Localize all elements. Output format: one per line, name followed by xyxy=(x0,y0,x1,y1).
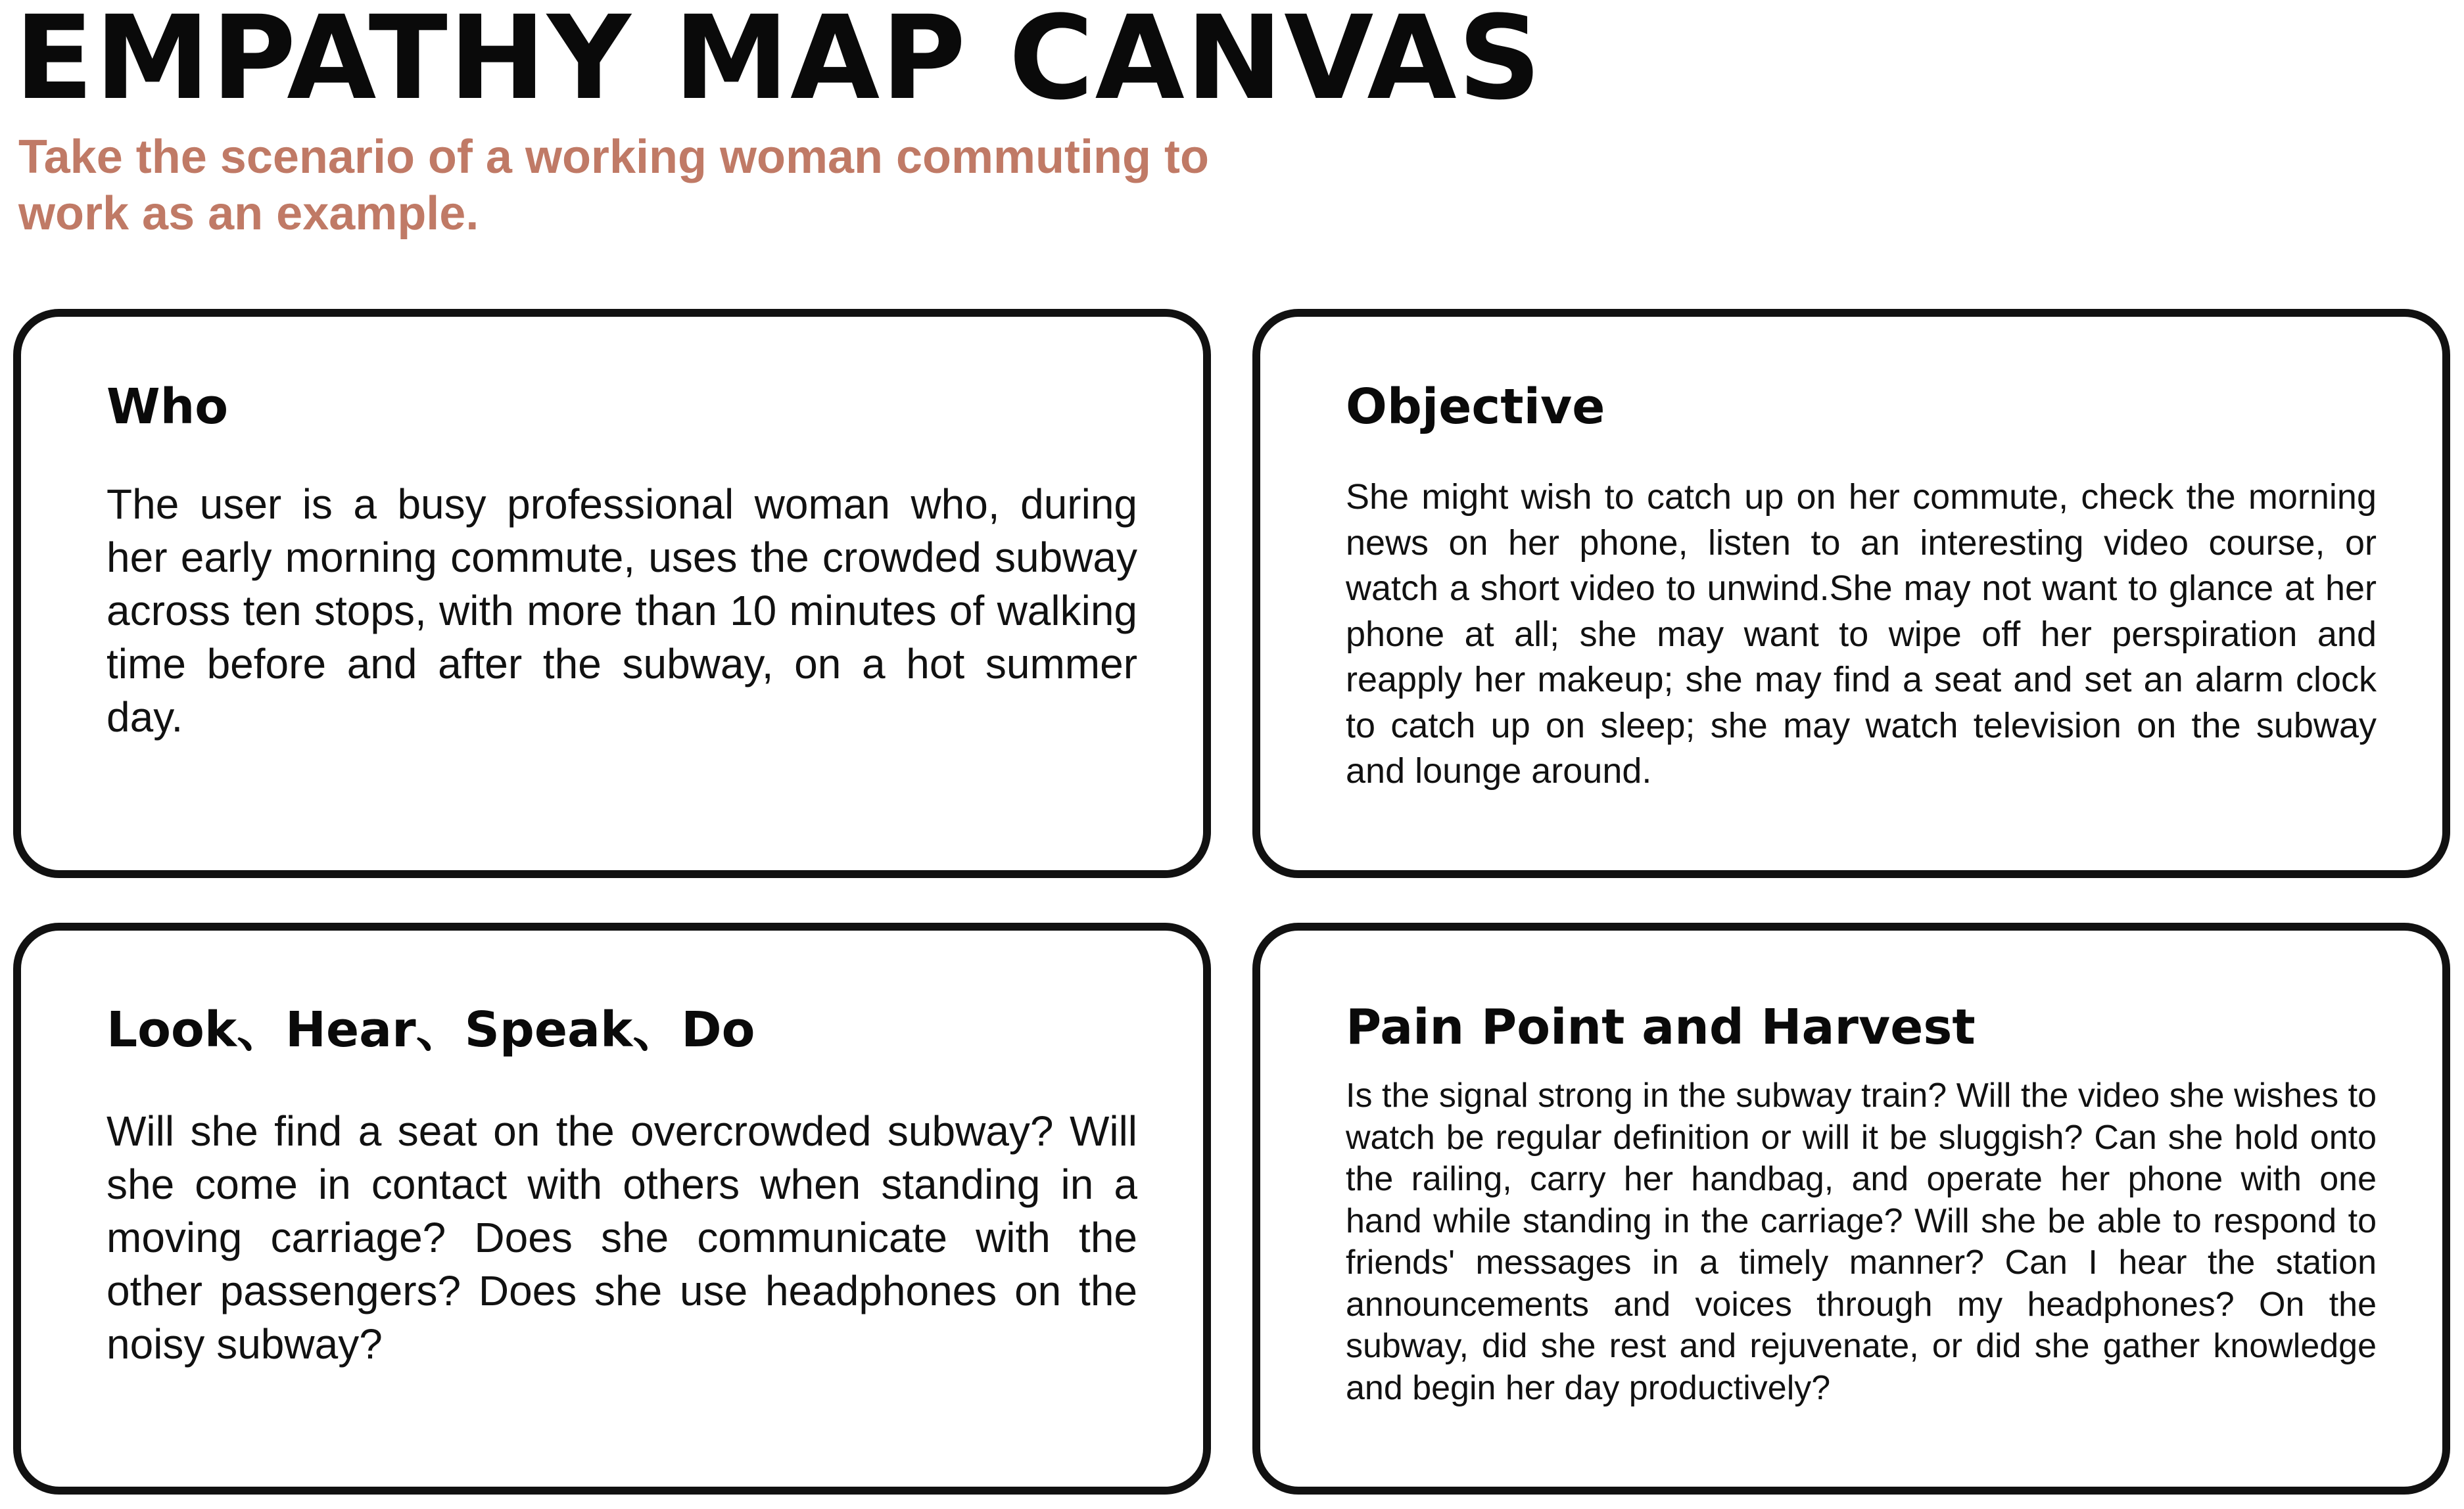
objective-card-body: She might wish to catch up on her commute, check the morning news on her phone, listen to an interesting video course, or watch a short video to unwind.She may not want to glance at her phone at all; she may want to wipe off her perspiration and reapply her makeup; she may find a seat and set an alarm clock to catch up on sleep; she may watch television on the subway and lounge around. xyxy=(1346,477,2377,791)
pain-point-card xyxy=(1252,923,2450,1495)
pain-point-card-body: Is the signal strong in the subway train? Will the video she wishes to watch be regular definition or will it be sluggish? Can she hold onto the railing, carry her handbag, and operate her phone with one hand while standing in the carriage? Will she be able to respond to friends' messages in a timely manner? Can I hear the station announcements and voices through my headphones? On the subway, did she rest and rejuvenate, or did she gather knowledge and begin her day productively? xyxy=(1346,1077,2377,1407)
who-card-body: The user is a busy professional woman who, during her early morning commute, uses the crowded subway across ten stops, with more than 10 minutes of walking time before and after the subway, on a hot summer day. xyxy=(107,480,1137,741)
look-hear-speak-do-card xyxy=(13,923,1211,1495)
objective-card-title: Objective xyxy=(1346,379,1605,435)
pain-point-card-title: Pain Point and Harvest xyxy=(1346,999,1976,1056)
who-card xyxy=(13,309,1211,878)
who-card-title: Who xyxy=(107,379,229,435)
look-hear-speak-do-card-body: Will she find a seat on the overcrowded subway? Will she come in contact with others when standing in a moving carriage? Does she communicate with the other passengers? Does she use headphones on the noisy subway? xyxy=(107,1107,1137,1368)
objective-card xyxy=(1252,309,2450,878)
page-title: EMPATHY MAP CANVAS xyxy=(14,0,1543,126)
page-subtitle: Take the scenario of a working woman commuting to work as an example. xyxy=(18,131,1209,240)
look-hear-speak-do-card-title: Look、Hear、Speak、Do xyxy=(107,1002,755,1058)
